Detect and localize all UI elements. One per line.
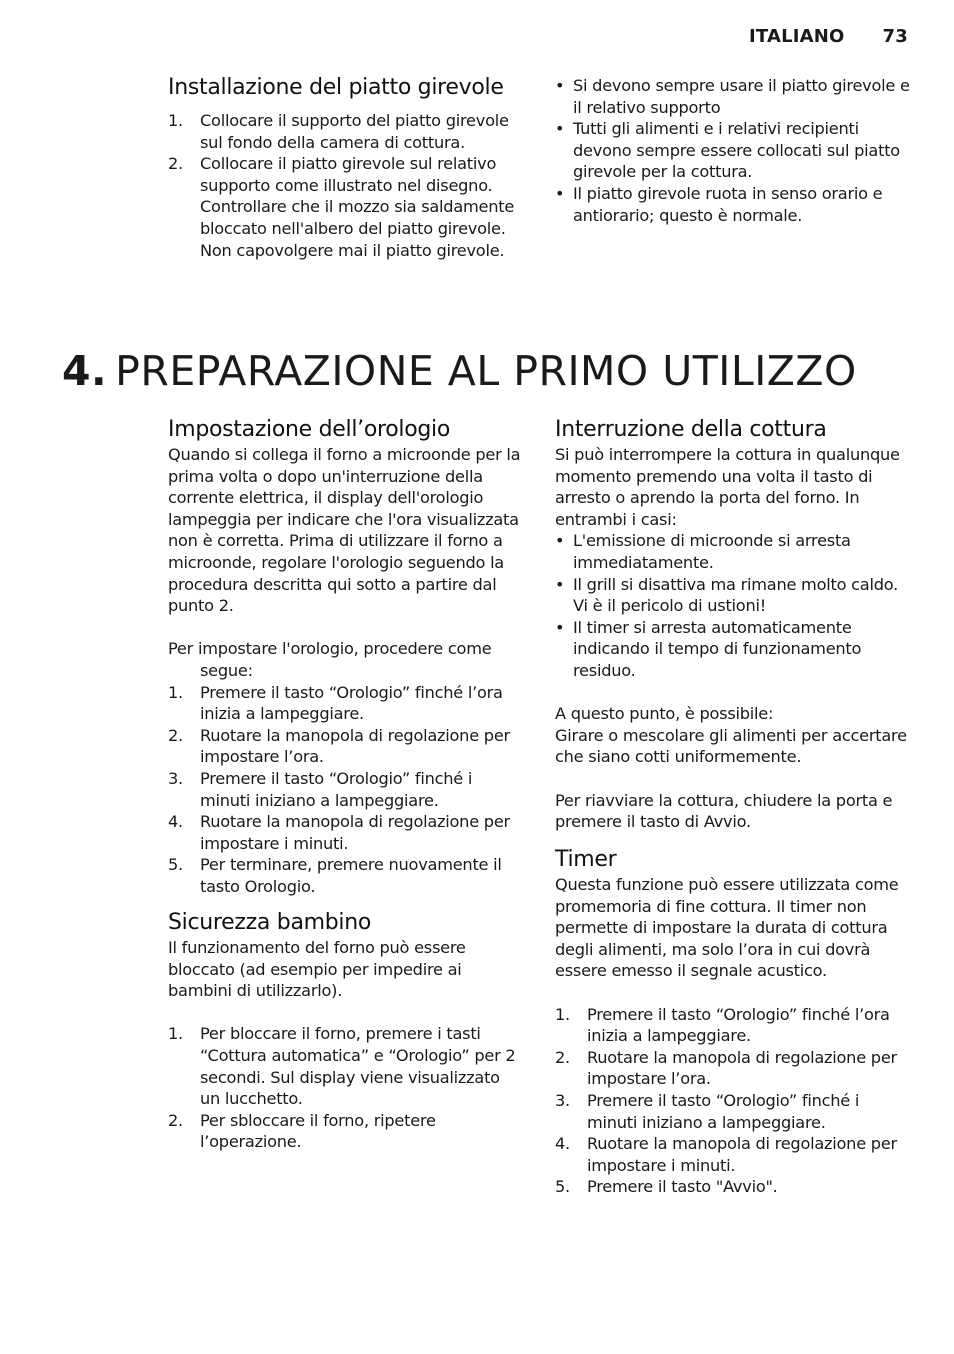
timer-steps xyxy=(555,1004,911,1198)
language-label: ITALIANO xyxy=(748,26,845,47)
list-item: 3. Premere il tasto “Orologio” finché i minuti iniziano a lampeggiare. xyxy=(168,768,473,810)
list-item: 3. Premere il tasto “Orologio” finché i minuti iniziano a lampeggiare. xyxy=(555,1090,860,1132)
list-item: 4. Ruotare la manopola di regolazione per impostare i minuti. xyxy=(168,812,510,853)
child-safety-intro: Il funzionamento del forno può essere bloccato (ad esempio per impedire ai bambini di utilizzarlo). xyxy=(168,938,466,1001)
turntable-bullets xyxy=(555,75,911,226)
list-item: 1. Premere il tasto “Orologio” finché l’ora inizia a lampeggiare. xyxy=(555,1004,890,1046)
chapter-title: PREPARAZIONE AL PRIMO UTILIZZO xyxy=(115,347,857,395)
list-item: • Si devono sempre usare il piatto girevole e il relativo supporto xyxy=(555,76,910,117)
timer-section xyxy=(555,846,911,1198)
interruption-para-line2: Girare o mescolare gli alimenti per accertare che siano cotti uniformemente. xyxy=(555,725,907,767)
chapter-number: 4. xyxy=(62,347,108,395)
turntable-section xyxy=(168,74,524,261)
chapter-heading xyxy=(62,345,857,397)
list-item: 1. Per bloccare il forno, premere i tasti “Cottura automatica” e “Orologio” per 2 secondi. Sul display viene visualizzato un lucchetto. xyxy=(168,1024,516,1109)
page-number: 73 xyxy=(882,26,908,47)
clock-title: Impostazione dell’orologio xyxy=(168,417,451,442)
list-item: 2. Collocare il piatto girevole sul relativo supporto come illustrato nel disegno. Controllare che il mozzo sia saldamente bloccato nell'albero del piatto girevole. Non capovolgere mai il piatto girevole. xyxy=(168,154,515,260)
list-item: 1. Collocare il supporto del piatto girevole sul fondo della camera di cottura. xyxy=(168,111,509,152)
interruption-title: Interruzione della cottura xyxy=(555,417,827,442)
list-item: 5. Per terminare, premere nuovamente il tasto Orologio. xyxy=(168,855,502,896)
list-item: • Il timer si arresta automaticamente indicando il tempo di funzionamento residuo. xyxy=(555,617,862,680)
turntable-title: Installazione del piatto girevole xyxy=(168,75,504,100)
interruption-section xyxy=(555,416,911,833)
timer-intro: Questa funzione può essere utilizzata come promemoria di fine cottura. Il timer non permette di impostare la durata di cottura degli alimenti, ma solo l’ora in cui dovrà essere emesso il segnale acustico. xyxy=(555,875,899,981)
interruption-restart: Per riavviare la cottura, chiudere la porta e premere il tasto di Avvio. xyxy=(555,790,893,832)
clock-intro: Quando si collega il forno a microonde per la prima volta o dopo un'interruzione della corrente elettrica, il display dell'orologio lampeggia per indicare che l'ora visualizzata non è corretta. Prima di utilizzare il forno a microonde, regolare l'orologio seguendo la procedura descritta qui sotto a partire dal punto 2. xyxy=(168,445,521,616)
list-item: 1. Premere il tasto “Orologio” finché l’ora inizia a lampeggiare. xyxy=(168,682,503,724)
clock-steps xyxy=(168,682,524,898)
page-header xyxy=(749,26,908,47)
clock-section xyxy=(168,416,524,897)
interruption-intro: Si può interrompere la cottura in qualunque momento premendo una volta il tasto di arresto o aprendo la porta del forno. In entrambi i casi: xyxy=(555,445,900,529)
timer-title: Timer xyxy=(555,847,617,872)
list-item: 2. Per sbloccare il forno, ripetere l’operazione. xyxy=(168,1110,436,1152)
list-item: 2. Ruotare la manopola di regolazione per impostare l’ora. xyxy=(555,1047,897,1089)
child-safety-title: Sicurezza bambino xyxy=(168,910,372,935)
list-item: • Tutti gli alimenti e i relativi recipienti devono sempre essere collocati sul piatto girevole per la cottura. xyxy=(555,119,900,182)
turntable-notes xyxy=(555,75,911,226)
list-item: • L'emissione di microonde si arresta immediatamente. xyxy=(555,531,851,572)
interruption-para-line1: A questo punto, è possibile: xyxy=(555,704,774,724)
list-item: • Il piatto girevole ruota in senso orario e antiorario; questo è normale. xyxy=(555,183,883,225)
child-safety-steps xyxy=(168,1023,524,1153)
list-item: 4. Ruotare la manopola di regolazione per impostare i minuti. xyxy=(555,1134,897,1175)
child-safety-section xyxy=(168,909,524,1153)
clock-lead: Per impostare l'orologio, procedere come segue: xyxy=(168,639,492,680)
interruption-bullets xyxy=(555,530,911,681)
turntable-steps xyxy=(168,110,524,261)
list-item: 5. Premere il tasto "Avvio". xyxy=(555,1177,778,1197)
list-item: 2. Ruotare la manopola di regolazione per impostare l’ora. xyxy=(168,725,510,767)
list-item: • Il grill si disattiva ma rimane molto caldo. Vi è il pericolo di ustioni! xyxy=(555,574,898,616)
